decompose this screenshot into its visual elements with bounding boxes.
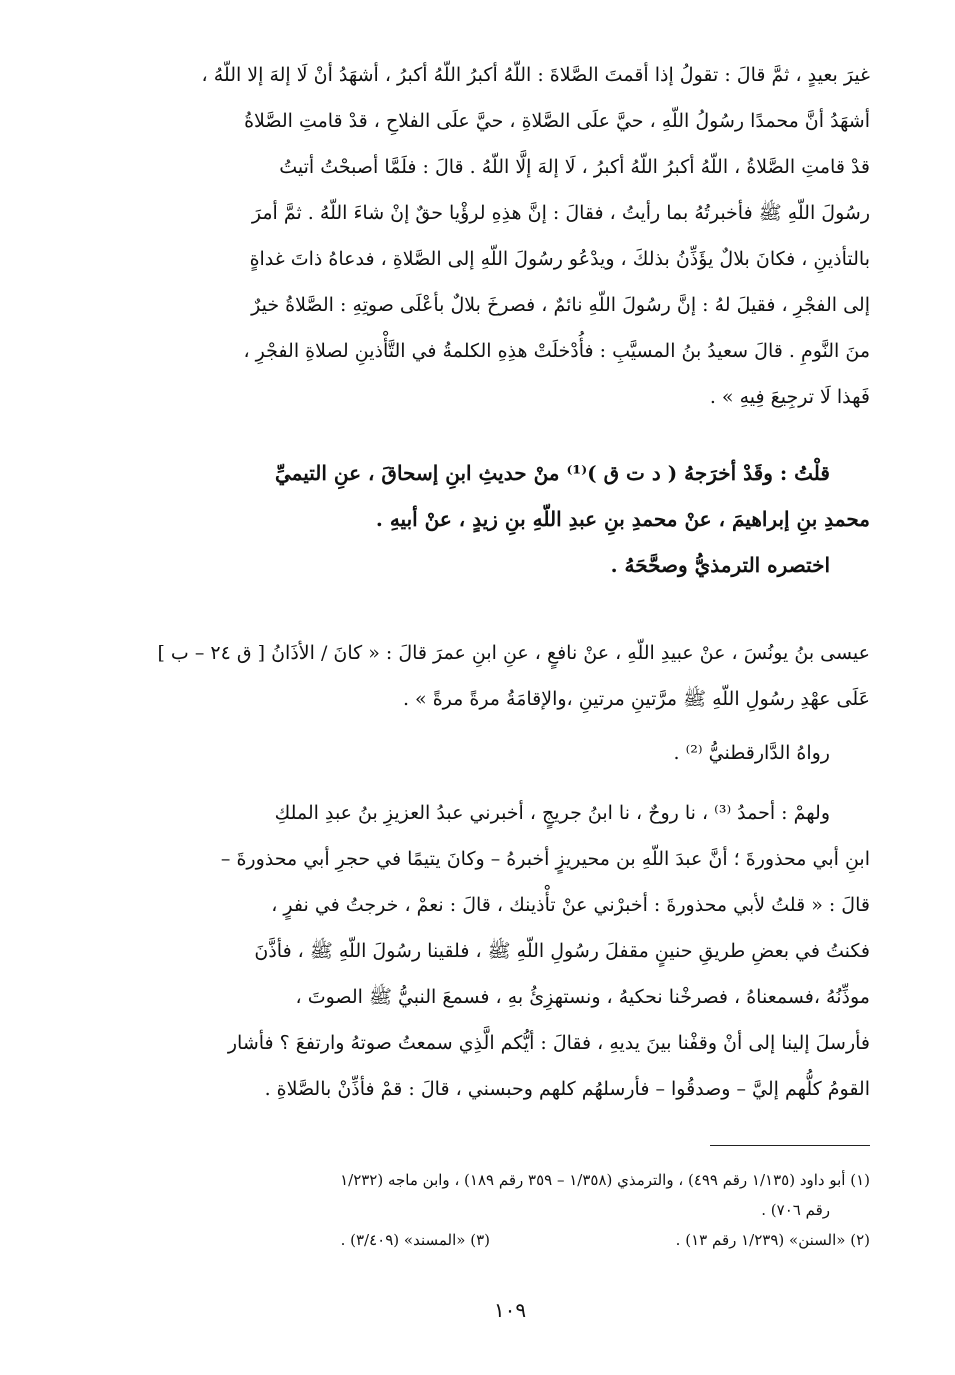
text-line: بالتأذينِ ، فكانَ بلالٌ يؤَذِّنُ بذلكَ ، ويدْعُو رسُولَ اللّهِ إلى الصَّلاةِ ، فدعاهُ ذاتَ غداةٍ [249, 248, 870, 270]
footnote-1-continued: رقم ٧٠٦) . [761, 1201, 830, 1219]
text-line: فأرسلَ إلينا إلى أنْ وقفْنا بينَ يديهِ ، فقالَ : أيُّكم الَّذِي سمعتُ صوتهُ وارتفعَ ؟ فأشار [227, 1032, 870, 1054]
page-number: ١٠٩ [493, 1298, 527, 1322]
text-line: موذِّنُهُ ،فسمعناهُ ، فصرخْنا نحكيهُ ، ونستهزِئُ بهِ ، فسمعَ النبيُّ ﷺ الصوتَ ، [295, 986, 870, 1008]
text-line: اختصره الترمذيُّ وصحَّحَهُ . [610, 553, 830, 577]
text-line: قلْتُ : وقَدْ أخرَجهُ ( د ت ق )⁽¹⁾ منْ حديثِ ابنِ إسحاقَ ، عنِ التيميِّ [274, 461, 830, 485]
text-line: أشهَدُ أنَّ محمدًا رسُولُ اللّهِ ، حيَّ علَى الصَّلاةِ ، حيَّ علَى الفلاحِ ، قدْ قامتِ الصَّلاةُ [244, 110, 870, 132]
text-line: رسُولَ اللّهِ ﷺ فأخبرتُهُ بما رأيتُ ، فقالَ : إنَّ هذِهِ لرؤْيا حقٌ إنْ شاءَ اللّهُ . ثمَّ أمرَ [251, 202, 870, 224]
paragraph-hadith-continuation [150, 52, 870, 420]
text-line: قالَ : « قلتُ لأبي محذورةَ : أخبرْني عنْ تأْذينك ، قالَ : نعمْ ، خرجتُ في نفرٍ ، [271, 894, 870, 916]
text-line: محمدِ بنِ إبراهيمَ ، عنْ محمدِ بنِ عبدِ اللّهِ بنِ زيدٍ ، عنْ أبيهِ . [375, 507, 870, 531]
paragraph-hadith-abu-mahdhura [150, 790, 870, 1112]
paragraph-narration-source [150, 730, 870, 776]
text-line: عيسى بنُ يونُسَ ، عنْ عبيدِ اللّهِ ، عنْ نافعٍ ، عنِ ابنِ عمرَ قالَ : « كانَ / الأذَانُ [ ق ٢٤ – ب ] [157, 642, 870, 664]
text-line: غيرَ بعيدٍ ، ثمَّ قالَ : تقولُ إذا أقمتَ الصَّلاةَ : اللّهُ أكبرُ اللّهُ أكبرُ ، أشهَدُ أنْ لَا إلهَ إلا اللّهُ ، [201, 64, 870, 86]
footnotes [150, 1165, 870, 1255]
text-line: إلى الفجْرِ ، فقيلَ لهُ : إنَّ رسُولَ اللّهِ نائمٌ ، فصرخَ بلالٌ بأعْلَى صوتِهِ : الصَّلاةُ خيرٌ [251, 294, 870, 316]
text-line: ابنِ أبي محذورةَ ؛ أنَّ عبدَ اللّهِ بن محيريزٍ أخبرهُ – وكانَ يتيمًا في حجرِ أبي محذورةَ – [220, 848, 870, 870]
footnote-row [150, 1225, 870, 1255]
footnote-3: (٣) «المسند» (٣/٤٠٩) . [340, 1231, 490, 1249]
text-line: ولهمْ : أحمدُ ⁽³⁾ ، نا روحٌ ، نا ابنُ جريجٍ ، أخبرني عبدُ العزيزِ بنُ عبدِ الملكِ [274, 802, 830, 824]
footnote-divider [710, 1145, 870, 1146]
text-line: رواهُ الدَّارقطنيُّ ⁽²⁾ . [673, 742, 830, 764]
footnote-1: (١) أبو داود (١/١٣٥ رقم ٤٩٩) ، والترمذي (١/٣٥٨ – ٣٥٩ رقم ١٨٩) ، وابن ماجه (١/٢٣٢ [340, 1171, 870, 1189]
text-line: فَهذا لَا ترجِيعَ فِيهِ » . [709, 386, 870, 408]
footnote-2: (٢) «السنن» (١/٢٣٩ رقم ١٣) . [675, 1231, 870, 1249]
text-line: عَلَى عهْدِ رسُولِ اللّهِ ﷺ مرَّتينِ مرتينِ ،والإقامَةُ مرةً مرةً » . [402, 688, 870, 710]
paragraph-hadith-ibn-umar [150, 630, 870, 722]
text-line: القومُ كلُّهم إليَّ – وصدقُوا – فأرسلهُم كلهم وحبسني ، قالَ : قمْ فأذِّنْ بالصَّلاةِ . [264, 1078, 870, 1100]
text-line: منَ النَّومِ . قالَ سعيدُ بنُ المسيَّبِ : فأُدْخلَتْ هذِهِ الكلمةُ في التَّأْذينِ لصلاةِ الفجْرِ ، [243, 340, 870, 362]
paragraph-author-note [150, 450, 870, 588]
text-line: قدْ قامتِ الصَّلاةُ ، اللّهُ أكبرُ اللّهُ أكبرُ ، لَا إلهَ إلَّا اللّهُ . قالَ : فلَمَّا أصبحْتُ أتيتُ [279, 156, 870, 178]
text-line: فكنتُ في بعضِ طريقِ حنينٍ مقفلَ رسُولِ اللّهِ ﷺ ، فلقينا رسُولَ اللّهِ ﷺ ، فأذَّنَ [254, 940, 870, 962]
book-page [150, 30, 870, 1350]
